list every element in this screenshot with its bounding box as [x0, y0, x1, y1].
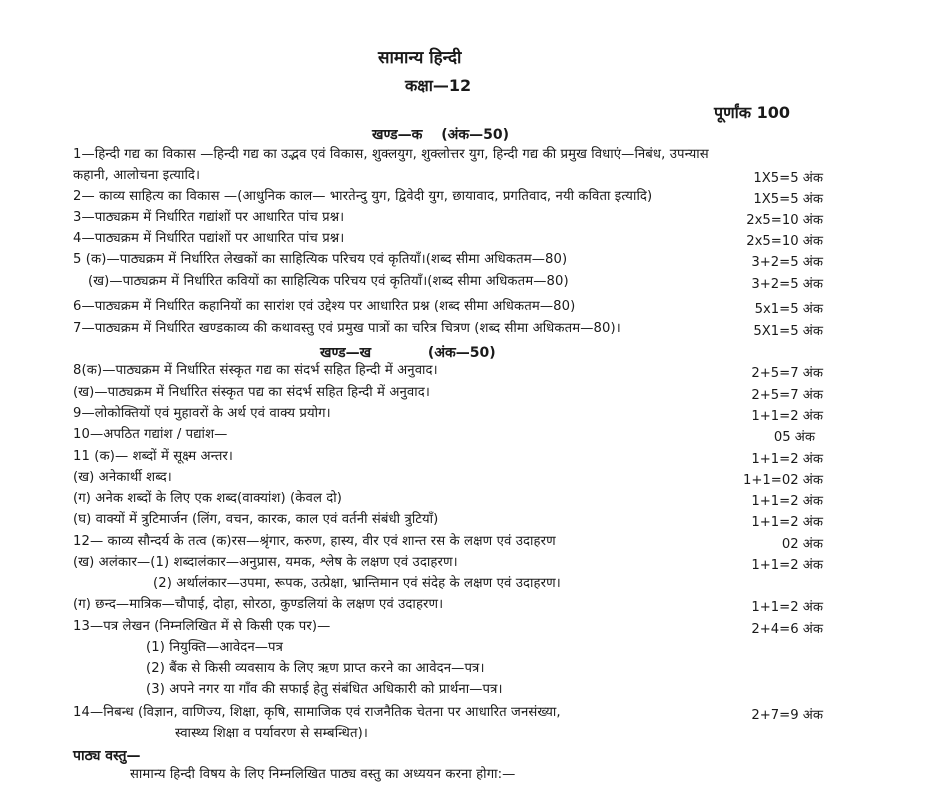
row-text: (ख) अलंकार—(1) शब्दालंकार—अनुप्रास, यमक, श्लेष के लक्षण एवं उदाहरण। [73, 555, 458, 570]
row-text: (2) अर्थालंकार—उपमा, रूपक, उत्प्रेक्षा, भ्रान्तिमान एवं संदेह के लक्षण एवं उदाहरण। [153, 576, 561, 591]
row-marks: 1X5=5 अंक [753, 171, 823, 186]
section-a-marks: (अंक—50) [441, 127, 509, 143]
syllabus-intro: सामान्य हिन्दी विषय के लिए निम्नलिखित पाठ्य वस्तु का अध्ययन करना होगा:— [130, 767, 516, 782]
section-a-heading [372, 125, 509, 144]
row-text: स्वास्थ्य शिक्षा व पर्यावरण से सम्बन्धित)। [175, 726, 368, 741]
row-marks: 1+1=2 अंक [751, 558, 823, 573]
section-b-label: खण्ड—ख [320, 345, 372, 361]
row-text: 3—पाठ्यक्रम में निर्धारित गद्यांशों पर आधारित पांच प्रश्न। [73, 210, 345, 225]
row-marks: 2+7=9 अंक [751, 708, 823, 723]
row-text: (ख) अनेकार्थी शब्द। [73, 470, 172, 485]
row-text: 4—पाठ्यक्रम में निर्धारित पद्यांशों पर आधारित पांच प्रश्न। [73, 231, 345, 246]
full-marks: पूर्णांक 100 [714, 103, 791, 122]
row-marks: 1+1=2 अंक [751, 600, 823, 615]
row-text: 1—हिन्दी गद्य का विकास —हिन्दी गद्य का उद्भव एवं विकास, शुक्लयुग, शुक्लोत्तर युग, हिन्दी गद्य की प्रमुख विधाएं—निबंध, उपन्यास [73, 147, 709, 162]
row-marks: 02 अंक [781, 537, 823, 552]
row-marks: 05 अंक [773, 430, 815, 445]
row-text: (2) बैंक से किसी व्यवसाय के लिए ऋण प्राप्त करने का आवेदन—पत्र। [146, 661, 485, 676]
row-text: (ग) छन्द—मात्रिक—चौपाई, दोहा, सोरठा, कुण्डलियां के लक्षण एवं उदाहरण। [73, 597, 444, 612]
class-label: कक्षा—12 [405, 76, 472, 95]
row-text: 8(क)—पाठ्यक्रम में निर्धारित संस्कृत गद्य का संदर्भ सहित हिन्दी में अनुवाद। [73, 363, 438, 378]
row-text: (3) अपने नगर या गाँव की सफाई हेतु संबंधित अधिकारी को प्रार्थना—पत्र। [146, 682, 503, 697]
row-marks: 1+1=2 अंक [751, 515, 823, 530]
row-marks: 1+1=02 अंक [742, 473, 823, 488]
row-text: 13—पत्र लेखन (निम्नलिखित में से किसी एक पर)— [73, 619, 331, 634]
row-text: कहानी, आलोचना इत्यादि। [73, 168, 201, 183]
row-text: (1) नियुक्ति—आवेदन—पत्र [146, 640, 284, 655]
row-text: 2— काव्य साहित्य का विकास —(आधुनिक काल— भारतेन्दु युग, द्विवेदी युग, छायावाद, प्रगतिवाद, नयी कविता इत्यादि) [73, 189, 653, 204]
row-marks: 3+2=5 अंक [751, 255, 823, 270]
row-marks: 1+1=2 अंक [751, 494, 823, 509]
row-marks: 2+5=7 अंक [751, 366, 823, 381]
row-marks: 1+1=2 अंक [751, 409, 823, 424]
row-marks: 1X5=5 अंक [753, 192, 823, 207]
section-b-marks: (अंक—50) [427, 345, 496, 361]
row-text: 7—पाठ्यक्रम में निर्धारित खण्डकाव्य की कथावस्तु एवं प्रमुख पात्रों का चरित्र चित्रण (शब्द सीमा अधिकतम—80)। [73, 321, 621, 336]
row-marks: 5X1=5 अंक [753, 324, 823, 339]
row-text: (ख)—पाठ्यक्रम में निर्धारित कवियों का साहित्यिक परिचय एवं कृतियाँ।(शब्द सीमा अधिकतम—80) [88, 274, 569, 289]
row-text: 5 (क)—पाठ्यक्रम में निर्धारित लेखकों का साहित्यिक परिचय एवं कृतियाँ।(शब्द सीमा अधिकतम—80) [73, 252, 568, 267]
row-marks: 2x5=10 अंक [746, 213, 823, 228]
row-text: (ख)—पाठ्यक्रम में निर्धारित संस्कृत पद्य का संदर्भ सहित हिन्दी में अनुवाद। [73, 385, 430, 400]
row-text: 14—निबन्ध (विज्ञान, वाणिज्य, शिक्षा, कृषि, सामाजिक एवं राजनैतिक चेतना पर आधारित जनसंख्या, [73, 705, 561, 720]
row-marks: 2+5=7 अंक [751, 388, 823, 403]
row-marks: 3+2=5 अंक [751, 277, 823, 292]
row-text: (घ) वाक्यों में त्रुटिमार्जन (लिंग, वचन, कारक, काल एवं वर्तनी संबंधी त्रुटियाँ) [73, 512, 439, 527]
row-text: 10—अपठित गद्यांश / पद्यांश— [73, 427, 228, 442]
row-text: 6—पाठ्यक्रम में निर्धारित कहानियों का सारांश एवं उद्देश्य पर आधारित प्रश्न (शब्द सीमा अधिकतम—80) [73, 299, 576, 314]
document-title: सामान्य हिन्दी [378, 48, 462, 68]
section-b-heading [320, 343, 496, 362]
syllabus-heading: पाठ्य वस्तु— [73, 748, 141, 764]
row-marks: 2+4=6 अंक [751, 622, 823, 637]
row-marks: 2x5=10 अंक [746, 234, 823, 249]
section-a-label: खण्ड—क [372, 127, 423, 143]
row-marks: 1+1=2 अंक [751, 452, 823, 467]
row-text: (ग) अनेक शब्दों के लिए एक शब्द(वाक्यांश) (केवल दो) [73, 491, 343, 506]
row-text: 11 (क)— शब्दों में सूक्ष्म अन्तर। [73, 449, 234, 464]
row-text: 12— काव्य सौन्दर्य के तत्व (क)रस—श्रृंगार, करुण, हास्य, वीर एवं शान्त रस के लक्षण एवं उदाहरण [73, 534, 556, 549]
row-text: 9—लोकोक्तियों एवं मुहावरों के अर्थ एवं वाक्य प्रयोग। [73, 406, 331, 421]
row-marks: 5x1=5 अंक [754, 302, 823, 317]
